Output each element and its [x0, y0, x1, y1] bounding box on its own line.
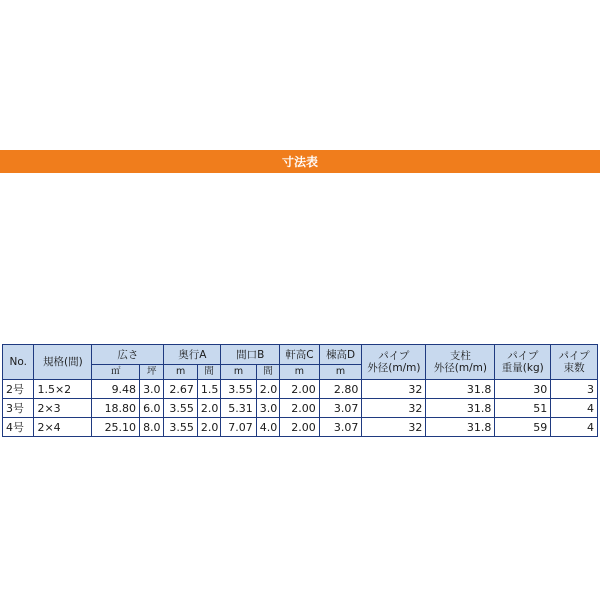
cell-okuyuki-ken: 1.5: [197, 380, 220, 399]
header-post-diameter-line1: 支柱: [449, 350, 471, 362]
subheader-okuyuki-ken: 間: [197, 365, 220, 380]
dimension-table-title-bar: [0, 150, 600, 173]
cell-tsubo: 6.0: [140, 399, 164, 418]
cell-m2: 18.80: [92, 399, 140, 418]
cell-kikaku: 2×4: [34, 418, 92, 437]
cell-m2: 25.10: [92, 418, 140, 437]
table-row: [3, 399, 598, 418]
tent-frame-diagram: [0, 173, 600, 345]
cell-post: 31.8: [426, 418, 495, 437]
header-pipe-bundles-line1: パイプ: [558, 350, 590, 362]
subheader-hirosa-tsubo: 坪: [140, 365, 164, 380]
table-row: [3, 380, 598, 399]
table-row: [3, 418, 598, 437]
cell-pipe: 32: [362, 418, 426, 437]
cell-bundles: 4: [551, 399, 598, 418]
cell-pipe: 32: [362, 399, 426, 418]
cell-nokidaka: 2.00: [280, 418, 320, 437]
cell-okuyuki-m: 2.67: [164, 380, 198, 399]
subheader-hirosa-m2: ㎡: [92, 365, 140, 380]
cell-pipe: 32: [362, 380, 426, 399]
header-pipe-diameter-line1: パイプ: [378, 350, 410, 362]
subheader-nokidaka-m: m: [280, 365, 320, 380]
header-pipe-weight: [495, 345, 551, 380]
header-post-diameter: [426, 345, 495, 380]
cell-post: 31.8: [426, 399, 495, 418]
cell-maguchi-m: 3.55: [221, 380, 257, 399]
cell-okuyuki-m: 3.55: [164, 399, 198, 418]
subheader-okuyuki-m: m: [164, 365, 198, 380]
header-pipe-bundles: [551, 345, 598, 380]
cell-maguchi-m: 7.07: [221, 418, 257, 437]
cell-no: 2号: [3, 380, 34, 399]
cell-m2: 9.48: [92, 380, 140, 399]
cell-weight: 30: [495, 380, 551, 399]
cell-tsubo: 8.0: [140, 418, 164, 437]
table-header-row: [3, 345, 598, 365]
subheader-maguchi-ken: 間: [256, 365, 279, 380]
header-post-diameter-line2: 外径(m/m): [433, 362, 487, 374]
cell-okuyuki-m: 3.55: [164, 418, 198, 437]
cell-tsubo: 3.0: [140, 380, 164, 399]
cell-nokidaka: 2.00: [280, 380, 320, 399]
cell-bundles: 3: [551, 380, 598, 399]
cell-maguchi-m: 5.31: [221, 399, 257, 418]
cell-maguchi-ken: 3.0: [256, 399, 279, 418]
header-munedaka: 棟高D: [319, 345, 362, 365]
cell-weight: 59: [495, 418, 551, 437]
header-kikaku: 規格(間): [34, 345, 92, 380]
dimension-table-title: 寸法表: [281, 155, 318, 169]
cell-munedaka: 2.80: [319, 380, 362, 399]
cell-munedaka: 3.07: [319, 399, 362, 418]
header-pipe-bundles-line2: 束数: [563, 362, 585, 374]
header-pipe-diameter-line2: 外径(m/m): [367, 362, 421, 374]
dimension-table: [2, 344, 598, 437]
cell-bundles: 4: [551, 418, 598, 437]
cell-maguchi-ken: 2.0: [256, 380, 279, 399]
cell-okuyuki-ken: 2.0: [197, 399, 220, 418]
cell-okuyuki-ken: 2.0: [197, 418, 220, 437]
cell-kikaku: 2×3: [34, 399, 92, 418]
header-maguchi: 間口B: [221, 345, 280, 365]
header-no: No.: [3, 345, 34, 380]
cell-nokidaka: 2.00: [280, 399, 320, 418]
cell-maguchi-ken: 4.0: [256, 418, 279, 437]
header-pipe-weight-line2: 重量(kg): [501, 362, 544, 374]
cell-post: 31.8: [426, 380, 495, 399]
cell-munedaka: 3.07: [319, 418, 362, 437]
header-hirosa: 広さ: [92, 345, 164, 365]
header-pipe-diameter: [362, 345, 426, 380]
cell-no: 3号: [3, 399, 34, 418]
header-nokidaka: 軒高C: [280, 345, 320, 365]
cell-no: 4号: [3, 418, 34, 437]
cell-kikaku: 1.5×2: [34, 380, 92, 399]
subheader-maguchi-m: m: [221, 365, 257, 380]
header-pipe-weight-line1: パイプ: [507, 350, 539, 362]
subheader-munedaka-m: m: [319, 365, 362, 380]
header-okuyuki: 奥行A: [164, 345, 221, 365]
cell-weight: 51: [495, 399, 551, 418]
